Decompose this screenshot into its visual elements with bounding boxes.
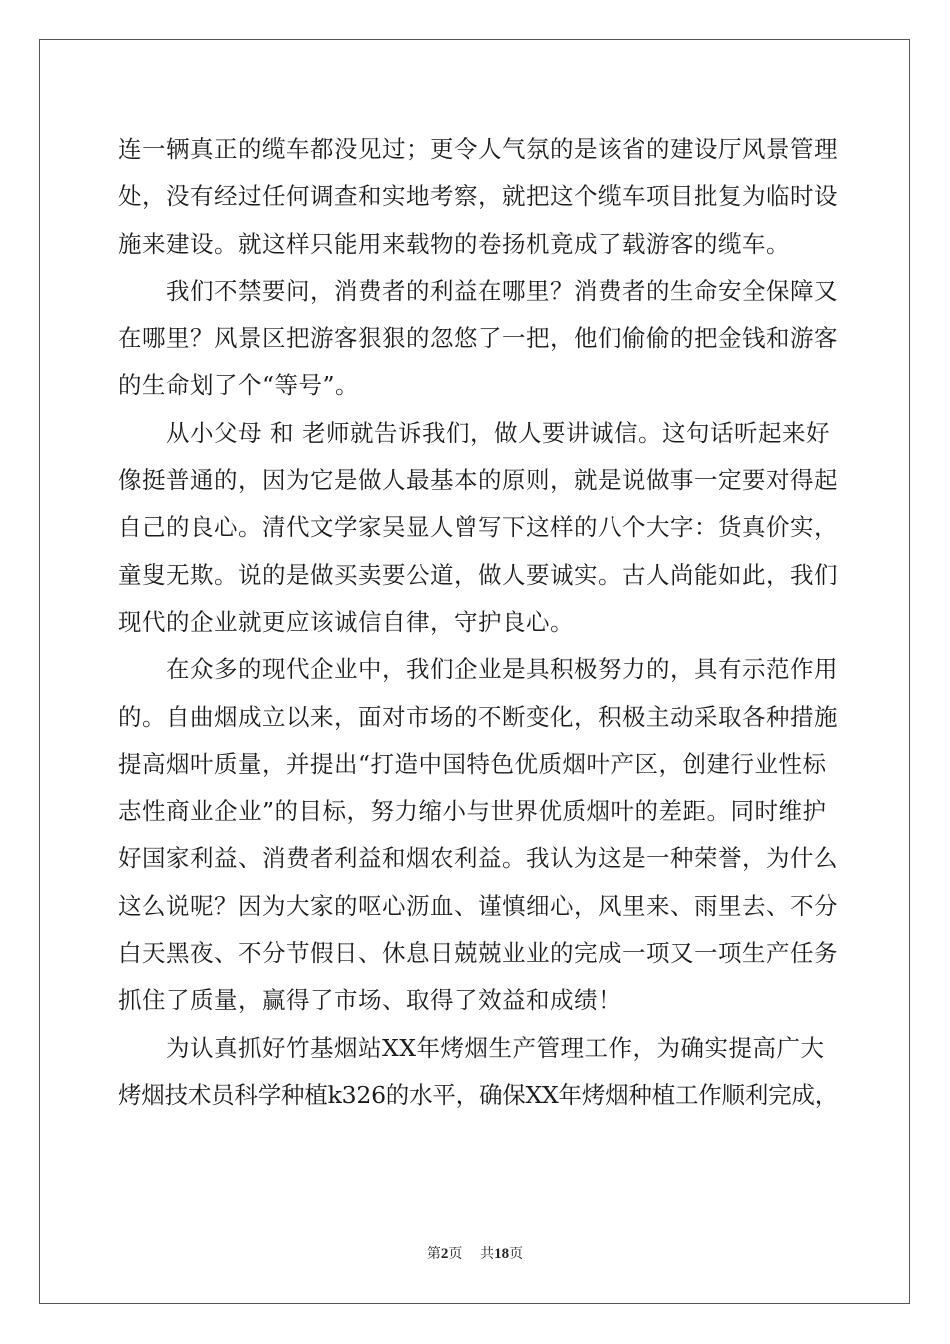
text-line: 志性商业企业”的目标，努力缩小与世界优质烟叶的差距。同时维护 — [118, 797, 827, 826]
document-body — [118, 126, 838, 1119]
current-page-number: 2 — [440, 1246, 449, 1262]
text-line: 好国家利益、消费者利益和烟农利益。我认为这是一种荣誉，为什么 — [118, 844, 838, 873]
total-prefix: 共 — [480, 1246, 495, 1262]
text-line: 烤烟技术员科学种植k326的水平，确保XX年烤烟种植工作顺利完成， — [118, 1080, 838, 1109]
text-line: 现代的企业就更应该诚信自律，守护良心。 — [118, 607, 574, 636]
text-line: 在哪里？风景区把游客狠狠的忽悠了一把，他们偷偷的把金钱和游客 — [118, 324, 838, 353]
page-suffix: 页 — [448, 1246, 463, 1262]
text-line: 从小父母 和 老师就告诉我们，做人要讲诚信。这句话听起来好 — [166, 418, 830, 447]
text-line: 这么说呢？因为大家的呕心沥血、谨慎细心，风里来、雨里去、不分 — [118, 891, 838, 920]
text-line: 的。自曲烟成立以来，面对市场的不断变化，积极主动采取各种措施 — [118, 702, 838, 731]
total-page-number: 18 — [494, 1246, 510, 1262]
text-line: 自己的良心。清代文学家吴显人曾写下这样的八个大字：货真价实， — [118, 513, 838, 542]
text-line: 抓住了质量，赢得了市场、取得了效益和成绩！ — [118, 986, 622, 1015]
text-line: 的生命划了个“等号”。 — [118, 371, 360, 400]
page-prefix: 第 — [426, 1246, 441, 1262]
text-line: 提高烟叶质量，并提出“打造中国特色优质烟叶产区，创建行业性标 — [118, 749, 827, 778]
text-line: 施来建设。就这样只能用来载物的卷扬机竟成了载游客的缆车。 — [118, 229, 790, 258]
text-line: 处，没有经过任何调查和实地考察，就把这个缆车项目批复为临时设 — [118, 182, 838, 211]
total-suffix: 页 — [509, 1246, 524, 1262]
text-line: 我们不禁要问，消费者的利益在哪里？消费者的生命安全保障又 — [166, 276, 838, 305]
text-line: 在众多的现代企业中，我们企业是具积极努力的，具有示范作用 — [166, 655, 838, 684]
text-line: 连一辆真正的缆车都没见过；更令人气氛的是该省的建设厅风景管理 — [118, 135, 838, 163]
text-line: 像挺普通的，因为它是做人最基本的原则，就是说做事一定要对得起 — [118, 466, 838, 495]
text-line: 童叟无欺。说的是做买卖要公道，做人要诚实。古人尚能如此，我们 — [118, 560, 838, 589]
page-footer — [0, 1243, 950, 1263]
text-line: 为认真抓好竹基烟站XX年烤烟生产管理工作，为确实提高广大 — [166, 1033, 825, 1062]
text-line: 白天黑夜、不分节假日、休息日兢兢业业的完成一项又一项生产任务 — [118, 939, 838, 968]
